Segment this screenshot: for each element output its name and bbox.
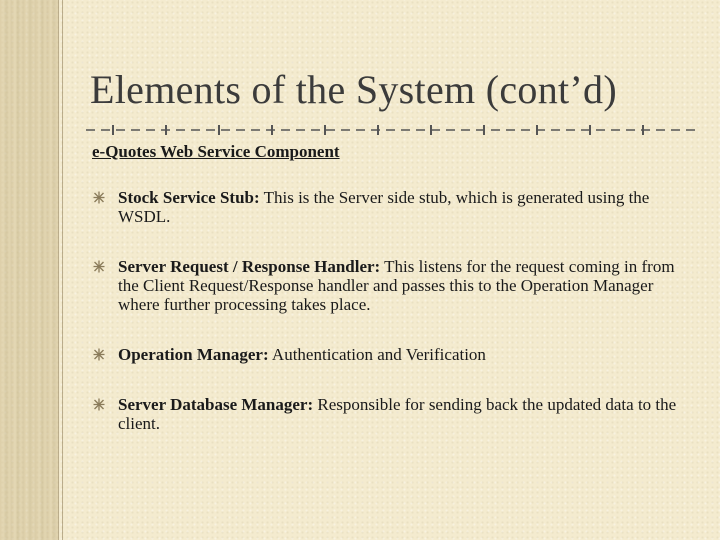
bullet-text: Responsible for sending back the updated data to the client. xyxy=(118,395,677,433)
bullet-text: This is the Server side stub, which is generated using the WSDL. xyxy=(118,188,650,226)
bullet-term: Operation Manager: xyxy=(118,345,269,364)
list-item xyxy=(92,345,692,364)
sparkle-asterisk-icon xyxy=(93,191,105,204)
bullet-term: Server Request / Response Handler: xyxy=(118,257,381,276)
bullet-term: Stock Service Stub: xyxy=(118,188,260,207)
list-item xyxy=(92,257,692,314)
bullet-list xyxy=(92,188,692,433)
sparkle-asterisk-icon xyxy=(93,398,105,411)
slide-title: Elements of the System (cont’d) xyxy=(90,67,617,112)
bullet-text: This listens for the request coming in from the Client Request/Response handler and passes this to the Operation Manager where further processing takes place. xyxy=(118,257,675,314)
bullet-text: Authentication and Verification xyxy=(268,345,486,364)
strip-border-line xyxy=(58,0,59,540)
bullet-term: Server Database Manager: xyxy=(118,395,314,414)
textured-left-strip xyxy=(0,0,58,540)
title-divider xyxy=(86,124,696,136)
list-item xyxy=(92,395,692,433)
list-item xyxy=(92,188,692,226)
sparkle-asterisk-icon xyxy=(93,260,105,273)
strip-border-line xyxy=(62,0,63,540)
sparkle-asterisk-icon xyxy=(93,348,105,361)
section-heading: e-Quotes Web Service Component xyxy=(92,142,340,161)
